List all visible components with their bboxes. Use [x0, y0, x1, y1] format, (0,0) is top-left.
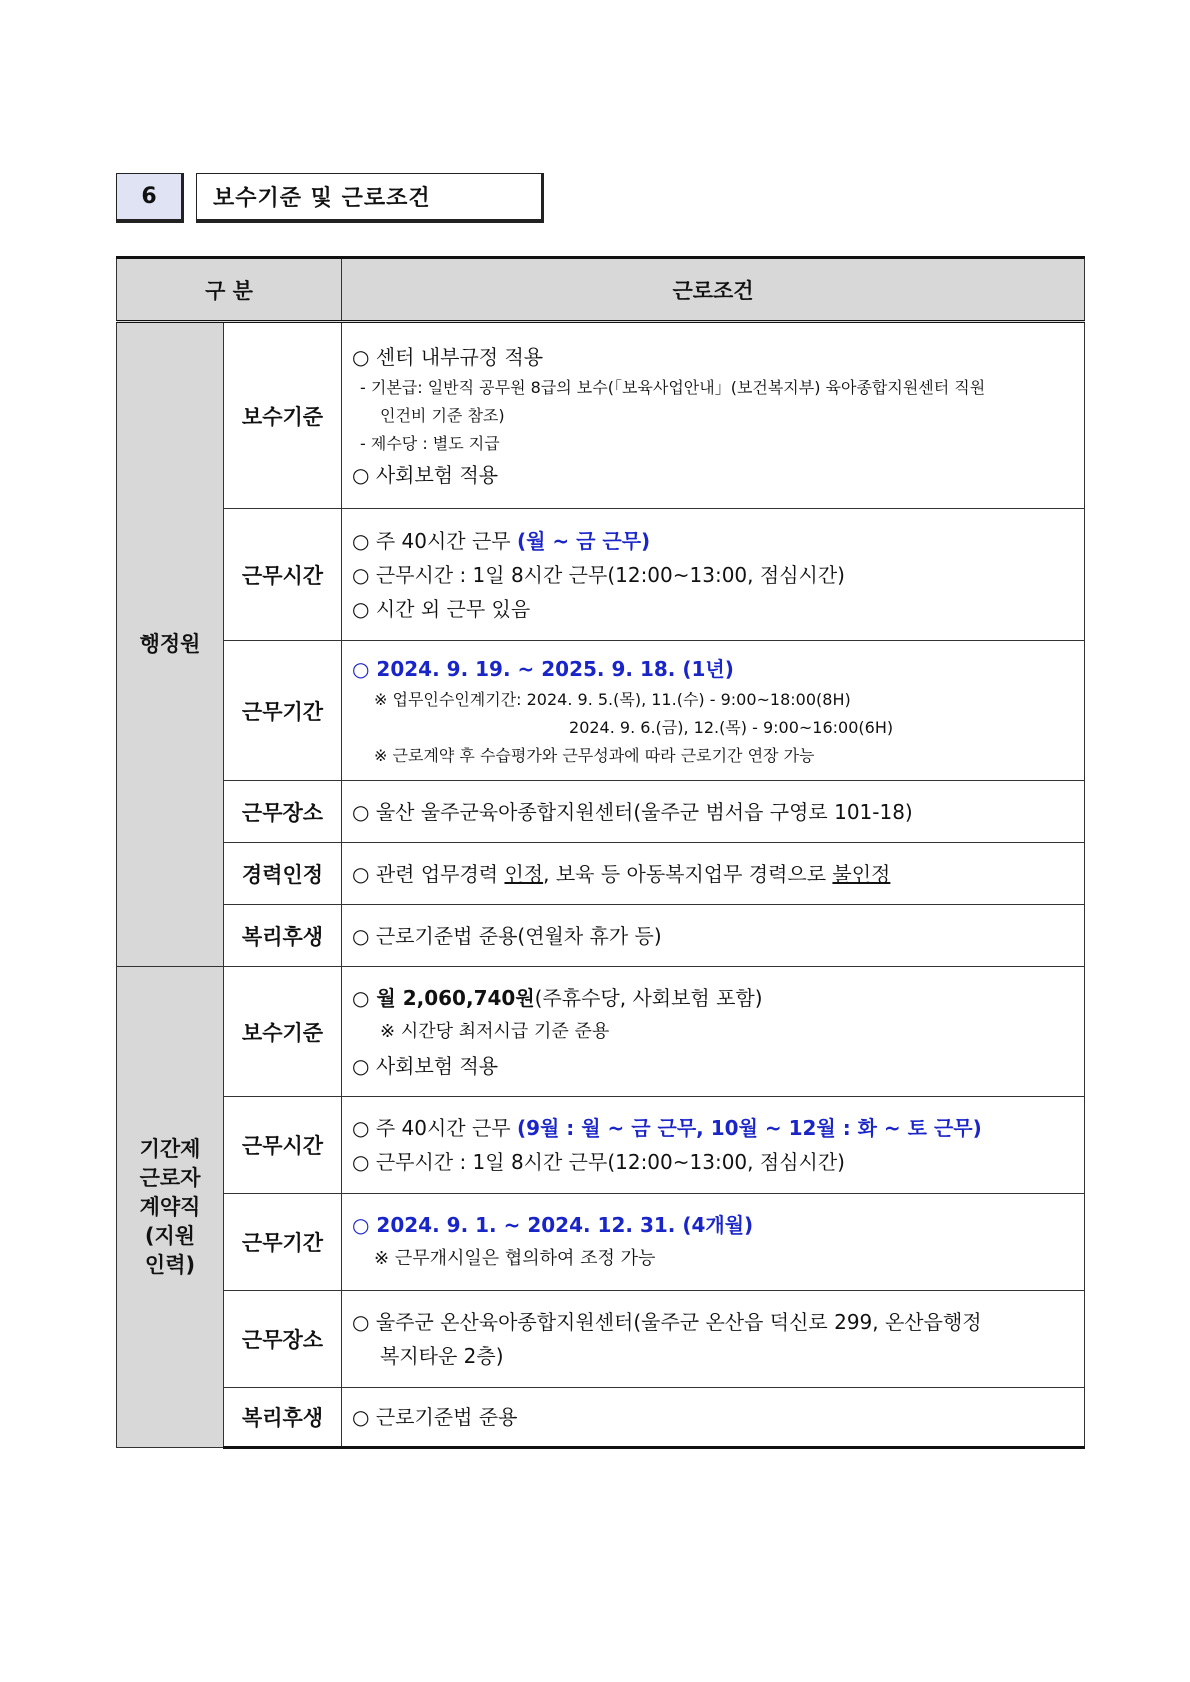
row-label-place: 근무장소 [224, 1291, 342, 1388]
text-line: ※ 시간당 최저시급 기준 준용 [380, 1020, 610, 1042]
row-label-welfare: 복리후생 [224, 905, 342, 967]
cell-place [342, 781, 1085, 843]
row-label-welfare: 복리후생 [224, 1388, 342, 1448]
table-row [117, 967, 1085, 1097]
table-row [117, 641, 1085, 781]
cell-career [342, 843, 1085, 905]
table-row [117, 843, 1085, 905]
table-row [117, 781, 1085, 843]
row-label-hours: 근무시간 [224, 1097, 342, 1194]
cell-place [342, 1291, 1085, 1388]
cell-hours [342, 509, 1085, 641]
section-title: 보수기준 및 근로조건 [196, 173, 544, 223]
text-line: ○ 시간 외 근무 있음 [352, 596, 531, 621]
text-line: ○ 주 40시간 근무 (월 ~ 금 근무) [352, 528, 651, 553]
header-category: 구 분 [117, 258, 342, 322]
header-conditions: 근로조건 [342, 258, 1085, 322]
cell-period [342, 641, 1085, 781]
table-header [117, 258, 1085, 322]
table-row [117, 1388, 1085, 1448]
table-row [117, 1097, 1085, 1194]
text-line: ※ 업무인수인계기간: 2024. 9. 5.(목), 11.(수) - 9:00~18:00(8H) [374, 689, 851, 709]
table-row [117, 322, 1085, 509]
text-line: ○ 근무시간 : 1일 8시간 근무(12:00~13:00, 점심시간) [352, 1150, 845, 1174]
text-line: ○ 월 2,060,740원(주휴수당, 사회보험 포함) [352, 985, 763, 1010]
row-label-hours: 근무시간 [224, 509, 342, 641]
text-line: ○ 2024. 9. 19. ~ 2025. 9. 18. (1년) [352, 656, 734, 681]
text-line: ※ 근무개시일은 협의하여 조정 가능 [374, 1248, 656, 1269]
text-line: ○ 센터 내부규정 적용 [352, 344, 544, 369]
table-row [117, 1194, 1085, 1291]
row-label-career: 경력인정 [224, 843, 342, 905]
text-line: - 제수당 : 별도 지급 [360, 433, 500, 453]
cell-period [342, 1194, 1085, 1291]
text-line: ○ 관련 업무경력 인정, 보육 등 아동복지업무 경력으로 불인정 [352, 861, 891, 886]
cell-pay [342, 967, 1085, 1097]
text-line: 2024. 9. 6.(금), 12.(목) - 9:00~16:00(6H) [569, 717, 894, 737]
table-row [117, 905, 1085, 967]
text-line: ○ 사회보험 적용 [352, 1053, 499, 1078]
text-line: ○ 사회보험 적용 [352, 462, 499, 487]
text-line: ○ 울산 울주군육아종합지원센터(울주군 범서읍 구영로 101-18) [352, 799, 913, 824]
text-line: 복지타운 2층) [380, 1344, 504, 1368]
text-line: ※ 근로계약 후 수습평가와 근무성과에 따라 근로기간 연장 가능 [374, 745, 815, 765]
row-label-period: 근무기간 [224, 1194, 342, 1291]
row-label-period: 근무기간 [224, 641, 342, 781]
section-number: 6 [116, 173, 184, 223]
row-label-pay: 보수기준 [224, 967, 342, 1097]
cell-pay [342, 322, 1085, 509]
category-temp: 기간제 근로자 계약직 (지원 인력) [117, 967, 224, 1448]
text-line: ○ 주 40시간 근무 (9월 : 월 ~ 금 근무, 10월 ~ 12월 : 화 ~ 토 근무) [352, 1116, 982, 1140]
text-line: ○ 울주군 온산육아종합지원센터(울주군 온산읍 덕신로 299, 온산읍행정 [352, 1310, 982, 1334]
text-line: 인건비 기준 참조) [380, 405, 505, 425]
text-line: ○ 근무시간 : 1일 8시간 근무(12:00~13:00, 점심시간) [352, 562, 845, 587]
cell-welfare [342, 905, 1085, 967]
text-line: - 기본급: 일반직 공무원 8급의 보수(「보육사업안내」(보건복지부) 육아종합지원센터 직원 [360, 377, 986, 397]
cell-hours [342, 1097, 1085, 1194]
text-line: ○ 근로기준법 준용 [352, 1405, 518, 1429]
row-label-place: 근무장소 [224, 781, 342, 843]
row-label-pay: 보수기준 [224, 322, 342, 509]
text-line: ○ 근로기준법 준용(연월차 휴가 등) [352, 923, 662, 948]
conditions-table [116, 256, 1085, 1449]
table-row [117, 509, 1085, 641]
cell-welfare [342, 1388, 1085, 1448]
table-row [117, 1291, 1085, 1388]
category-admin: 행정원 [117, 322, 224, 967]
text-line: ○ 2024. 9. 1. ~ 2024. 12. 31. (4개월) [352, 1213, 754, 1237]
